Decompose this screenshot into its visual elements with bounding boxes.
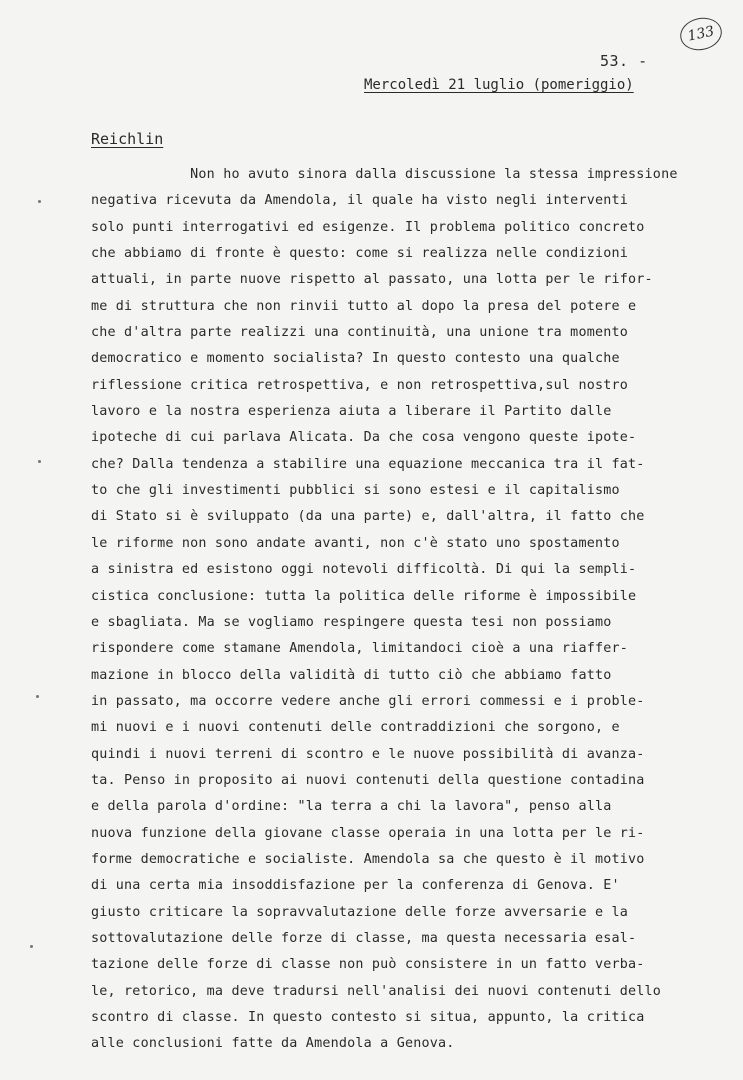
text-line: e della parola d'ordine: "la terra a chi la lavora", penso alla <box>91 799 612 815</box>
text-line: cistica conclusione: tutta la politica delle riforme è impossibile <box>91 588 637 604</box>
text-line: me di struttura che non rinvii tutto al dopo la presa del potere e <box>91 298 637 314</box>
text-line: lavoro e la nostra esperienza aiuta a liberare il Partito dalle <box>91 404 612 420</box>
text-line: democratico e momento socialista? In questo contesto una qualche <box>91 351 620 367</box>
text-line: tazione delle forze di classe non può consistere in un fatto verba- <box>91 957 645 973</box>
margin-mark <box>36 695 39 698</box>
text-line: e sbagliata. Ma se vogliamo respingere questa tesi non possiamo <box>91 614 612 630</box>
text-line: riflessione critica retrospettiva, e non retrospettiva,sul nostro <box>91 377 629 393</box>
text-line: alle conclusioni fatte da Amendola a Genova. <box>91 1036 455 1052</box>
text-line: forme democratiche e socialiste. Amendola sa che questo è il motivo <box>91 851 645 867</box>
text-line: nuova funzione della giovane classe operaia in una lotta per le ri- <box>91 825 645 841</box>
archive-stamp: 133 <box>677 14 725 54</box>
text-line: che? Dalla tendenza a stabilire una equazione meccanica tra il fat- <box>91 456 645 472</box>
margin-mark <box>38 200 41 203</box>
text-line: sottovalutazione delle forze di classe, ma questa necessaria esal- <box>91 930 637 946</box>
text-line: di Stato si è sviluppato (da una parte) e, dall'altra, il fatto che <box>91 509 645 525</box>
text-line: to che gli investimenti pubblici si sono estesi e il capitalismo <box>91 483 620 499</box>
text-line: le, retorico, ma deve tradursi nell'analisi dei nuovi contenuti dello <box>91 983 662 999</box>
text-line: ipoteche di cui parlava Alicata. Da che cosa vengono queste ipote- <box>91 430 637 446</box>
text-line: negativa ricevuta da Amendola, il quale ha visto negli interventi <box>91 193 629 209</box>
text-line: di una certa mia insoddisfazione per la conferenza di Genova. E' <box>91 878 620 894</box>
body-text <box>91 162 711 1058</box>
text-line: giusto criticare la sopravvalutazione delle forze avversarie e la <box>91 904 629 920</box>
margin-mark <box>30 945 33 948</box>
margin-mark <box>38 460 41 463</box>
text-line: in passato, ma occorre vedere anche gli errori commessi e i proble- <box>91 693 645 709</box>
text-line: mi nuovi e i nuovi contenuti delle contraddizioni che sorgono, e <box>91 720 620 736</box>
page-number: 53. - <box>600 52 648 70</box>
text-line: scontro di classe. In questo contesto si situa, appunto, la critica <box>91 1010 645 1025</box>
text-line: ta. Penso in proposito ai nuovi contenuti della questione contadina <box>91 772 645 788</box>
text-line: rispondere come stamane Amendola, limitandoci cioè a una riaffer- <box>91 641 629 657</box>
text-line: attuali, in parte nuove rispetto al passato, una lotta per le rifor- <box>91 272 653 288</box>
text-line: mazione in blocco della validità di tutto ciò che abbiamo fatto <box>91 667 612 683</box>
text-line: Non ho avuto sinora dalla discussione la stessa impressione <box>91 167 678 182</box>
speaker-name: Reichlin <box>91 130 164 148</box>
text-line: quindi i nuovi terreni di scontro e le nuove possibilità di avanza- <box>91 746 645 762</box>
text-line: solo punti interrogativi ed esigenze. Il problema politico concreto <box>91 219 645 235</box>
date-heading: Mercoledì 21 luglio (pomeriggio) <box>364 77 634 93</box>
text-line: che abbiamo di fronte è questo: come si realizza nelle condizioni <box>91 246 629 262</box>
text-line: a sinistra ed esistono oggi notevoli difficoltà. Di qui la sempli- <box>91 562 637 578</box>
text-line: che d'altra parte realizzi una continuità, una unione tra momento <box>91 325 629 341</box>
text-line: le riforme non sono andate avanti, non c'è stato uno spostamento <box>91 535 620 551</box>
